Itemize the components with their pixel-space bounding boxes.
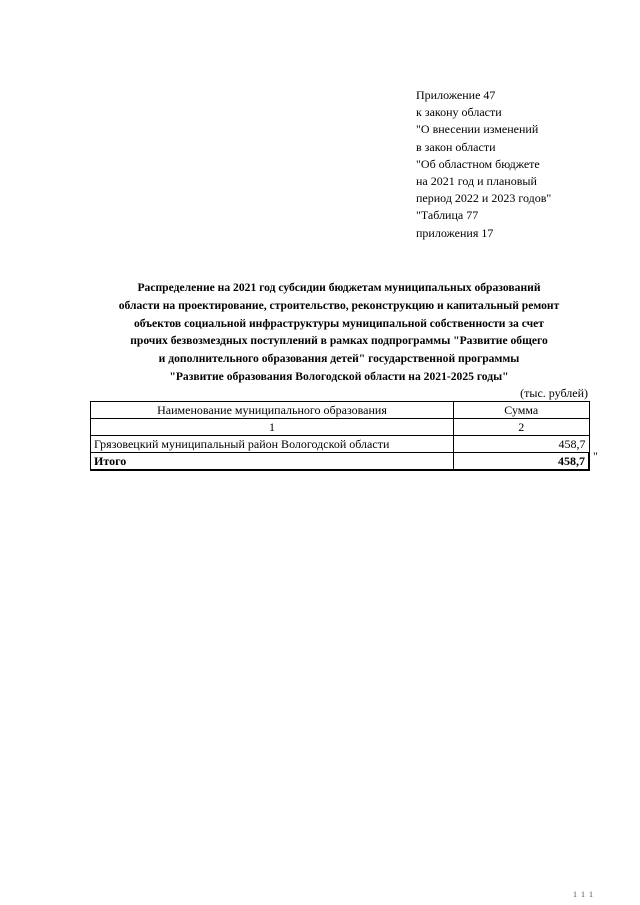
header-name: Наименование муниципального образования (91, 402, 454, 419)
title-line: Распределение на 2021 год субсидии бюджетам муниципальных образований (137, 281, 541, 294)
total-label: Итого (91, 453, 454, 471)
column-number-row (91, 419, 590, 436)
header-amount: Сумма (454, 402, 590, 419)
appendix-line: период 2022 и 2023 годов" (416, 191, 552, 206)
row-name: Грязовецкий муниципальный район Вологодской области (91, 436, 454, 453)
appendix-line: на 2021 год и плановый (416, 174, 537, 189)
appendix-line: "О внесении изменений (416, 122, 539, 137)
appendix-line: "Об областном бюджете (416, 156, 540, 171)
total-row (91, 453, 590, 471)
appendix-line: к закону области (416, 105, 502, 120)
appendix-line: Приложение 47 (416, 88, 496, 102)
page-mark: 1 1 1 (573, 890, 594, 899)
appendix-line: "Таблица 77 (416, 208, 479, 223)
table-header-row (91, 402, 590, 419)
closing-quote: " (593, 449, 598, 463)
appendix-line: приложения 17 (416, 225, 494, 240)
title-line: "Развитие образования Вологодской области на 2021-2025 годы" (169, 369, 509, 383)
title-line: прочих безвозмездных поступлений в рамках подпрограммы "Развитие общего (130, 334, 548, 348)
title-line: и дополнительного образования детей" государственной программы (158, 352, 520, 366)
appendix-line: в закон области (416, 139, 496, 154)
row-amount: 458,7 (454, 436, 590, 453)
column-number: 1 (91, 419, 454, 436)
appendix-header (416, 87, 631, 242)
column-number: 2 (454, 419, 590, 436)
document-title (80, 279, 598, 386)
subsidy-table (90, 401, 590, 471)
title-line: объектов социальной инфраструктуры муниципальной собственности за счет (133, 316, 544, 330)
title-line: области на проектирование, строительство, реконструкцию и капитальный ремонт (118, 298, 560, 312)
total-amount: 458,7 (454, 453, 590, 471)
units-label: (тыс. рублей) (520, 386, 588, 400)
table-row (91, 436, 590, 453)
